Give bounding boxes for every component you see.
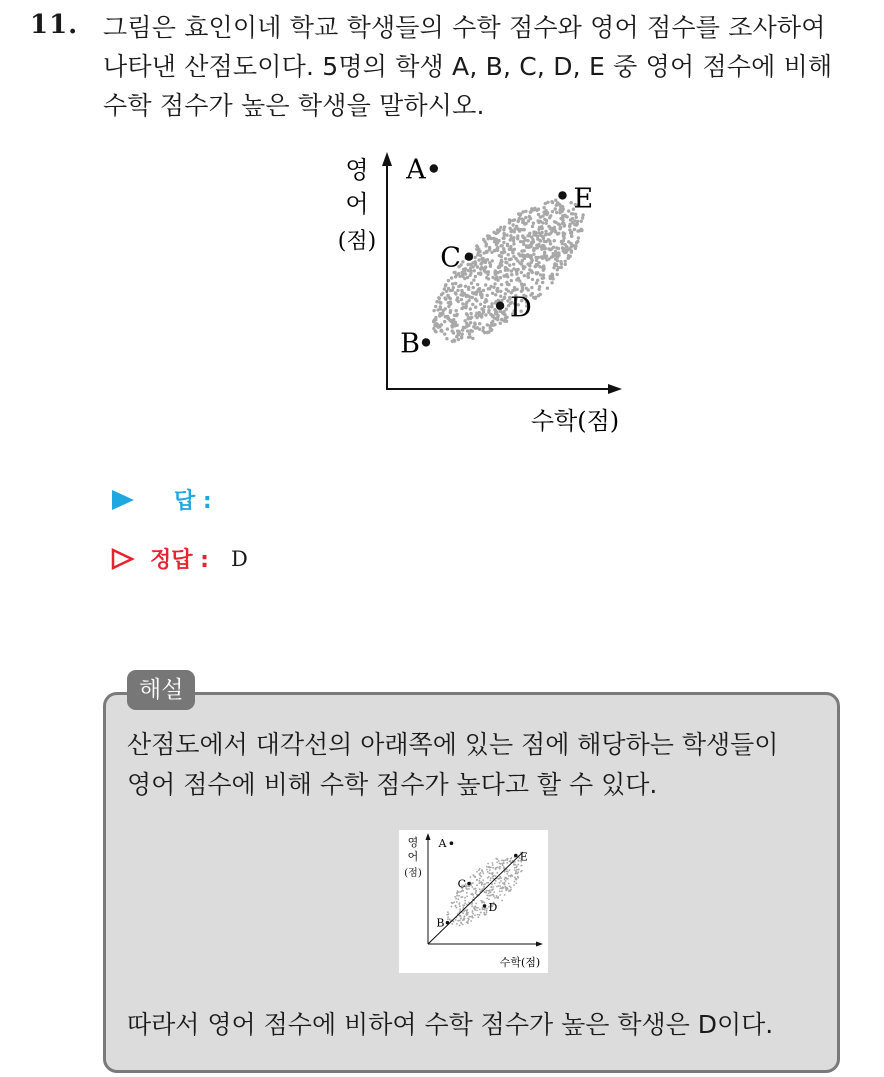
y-axis-label-line1: 영 xyxy=(345,156,369,184)
small-point-label-e: E xyxy=(519,850,528,864)
y-axis-arrow-small xyxy=(426,833,431,840)
explanation-text-1: 산점도에서 대각선의 아래쪽에 있는 점에 해당하는 학생들이 영어 점수에 비해 수학 점수가 높다고 할 수 있다. xyxy=(127,730,779,799)
y-axis-label-line2-small: 어 xyxy=(407,850,419,863)
point-label-c: C xyxy=(440,242,461,274)
point-label-a: A xyxy=(406,154,426,186)
explanation-tag: 해설 xyxy=(127,670,195,710)
answer-correct-row xyxy=(110,543,248,574)
correct-marker-icon xyxy=(110,547,136,571)
y-axis-arrow xyxy=(382,152,392,166)
answer-blank-label: 답 : xyxy=(174,489,212,514)
x-axis-arrow-small xyxy=(536,942,543,947)
scatter-plot-main xyxy=(330,148,640,443)
answer-correct-label: 정답 : xyxy=(150,548,209,573)
scatter-plot-explanation xyxy=(399,830,548,973)
y-axis-label-line1-small: 영 xyxy=(407,836,419,849)
point-label-b: B xyxy=(400,328,420,360)
point-b xyxy=(422,338,430,346)
y-axis-label-line2: 어 xyxy=(345,190,369,218)
small-point-c xyxy=(467,882,471,886)
point-label-e: E xyxy=(573,183,594,215)
point-a xyxy=(430,164,438,172)
point-d xyxy=(496,302,504,310)
x-axis-arrow xyxy=(608,384,622,394)
small-point-label-a: A xyxy=(438,837,447,851)
point-e xyxy=(558,191,566,199)
answer-blank-row xyxy=(110,484,212,515)
point-label-d: D xyxy=(510,292,532,324)
answer-correct-value: D xyxy=(230,546,248,571)
small-point-a xyxy=(450,841,454,845)
small-point-label-d: D xyxy=(488,900,498,914)
y-axis-label-line3-small: (점) xyxy=(404,868,422,879)
small-point-b xyxy=(446,921,450,925)
question-number: 11. xyxy=(30,10,79,40)
point-c xyxy=(465,253,473,261)
small-point-label-b: B xyxy=(436,916,445,930)
question-text: 그림은 효인이네 학교 학생들의 수학 점수와 영어 점수를 조사하여 나타낸 산점도이다. 5명의 학생 A, B, C, D, E 중 영어 점수에 비해 수학 점수가 높은 학생을 말하시오. xyxy=(103,13,833,120)
small-point-label-c: C xyxy=(457,877,466,891)
y-axis-label-line3: (점) xyxy=(337,229,377,254)
explanation-text-2: 따라서 영어 점수에 비하여 수학 점수가 높은 학생은 D이다. xyxy=(127,1010,774,1039)
x-axis-label-small: 수학(점) xyxy=(499,956,541,969)
diagonal-line xyxy=(428,852,523,944)
answer-marker-icon xyxy=(110,488,136,512)
small-point-e xyxy=(514,854,518,858)
small-point-d xyxy=(483,904,487,908)
x-axis-label: 수학(점) xyxy=(530,407,620,435)
